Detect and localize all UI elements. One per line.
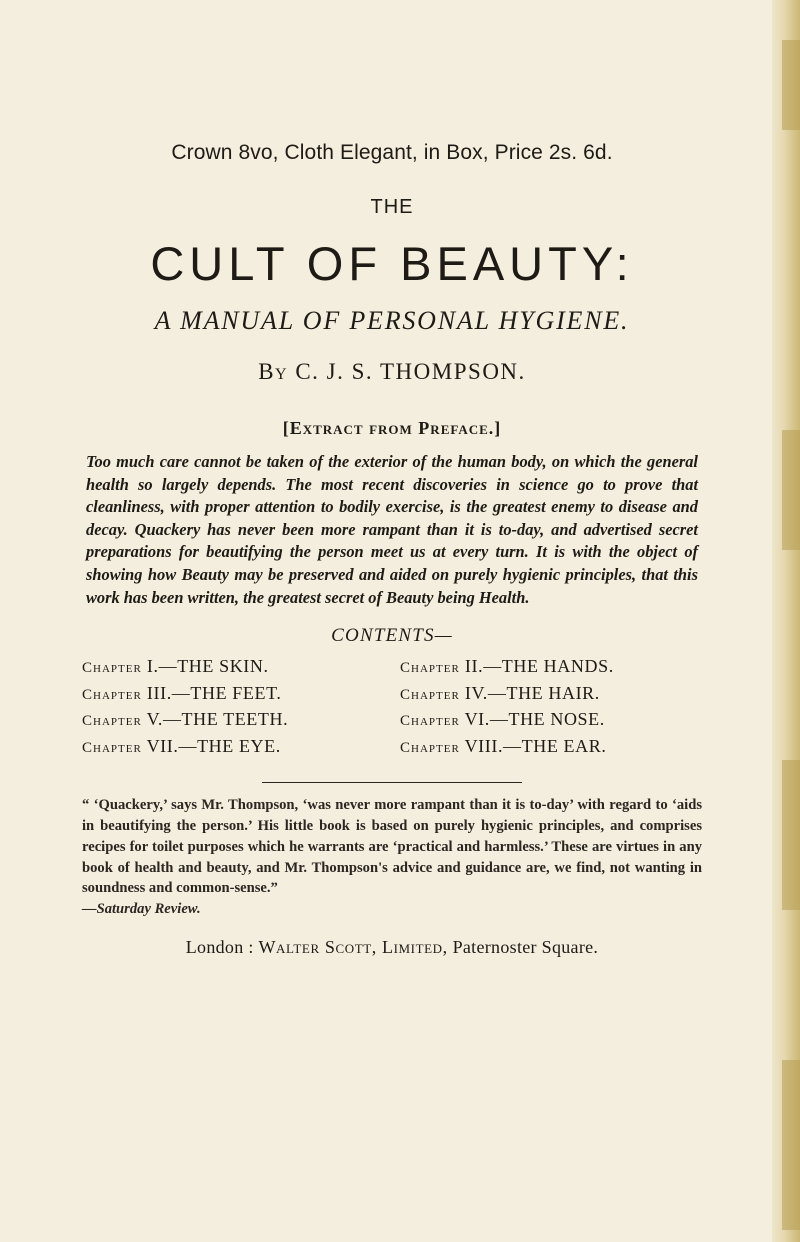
book-subtitle: A MANUAL OF PERSONAL HYGIENE.: [154, 306, 630, 335]
page-edge-stain: [782, 1060, 800, 1230]
chapter-label: Chapter: [400, 686, 460, 703]
title-the: THE: [370, 196, 414, 218]
chapter-title: I.—THE SKIN.: [146, 656, 269, 677]
chapter-item: [82, 734, 400, 761]
chapter-title: V.—THE TEETH.: [146, 709, 289, 730]
chapter-title: VI.—THE NOSE.: [464, 709, 605, 730]
chapter-title: IV.—THE HAIR.: [464, 682, 600, 703]
imprint-place: London :: [185, 936, 254, 957]
chapter-item: [400, 734, 702, 761]
chapter-item: [400, 707, 702, 734]
advertisement-page: [82, 138, 702, 960]
chapter-title: III.—THE FEET.: [146, 682, 282, 703]
chapter-item: [82, 707, 400, 734]
author-line: [82, 356, 702, 388]
chapter-list: [82, 654, 702, 760]
author-name: C. J. S. THOMPSON.: [295, 359, 526, 384]
chapter-title: VIII.—THE EAR.: [464, 735, 607, 756]
page-edge-stain: [782, 430, 800, 550]
chapter-label: Chapter: [82, 686, 142, 703]
divider-rule: [262, 782, 522, 783]
publisher-imprint: [82, 934, 702, 960]
contents-heading: CONTENTS—: [331, 625, 453, 647]
chapter-item: [82, 654, 400, 681]
review-quote: “ ‘Quackery,’ says Mr. Thompson, ‘was never more rampant than it is to-day’ with regard to ‘aids in beautifying the person.’ His little book is based on purely hygienic principles, and comprises recipes for toilet purposes which he warrants are ‘practical and harmless.’ These are virtues in any book of health and beauty, and Mr. Thompson's advice and guidance are, we find, not wanting in soundness and common-sense.”: [82, 797, 702, 897]
page-edge: [772, 0, 800, 1242]
review-source: —Saturday Review.: [82, 901, 201, 918]
imprint-address: Paternoster Square.: [452, 936, 599, 957]
extract-heading: [Extract from Preface.]: [282, 418, 502, 438]
chapter-label: Chapter: [82, 739, 142, 756]
chapter-label: Chapter: [400, 660, 460, 677]
chapter-title: II.—THE HANDS.: [464, 656, 614, 677]
chapter-label: Chapter: [400, 739, 460, 756]
page-edge-stain: [782, 760, 800, 910]
chapter-label: Chapter: [400, 713, 460, 730]
chapter-item: [400, 654, 702, 681]
book-title: CULT OF BEAUTY:: [150, 237, 634, 290]
chapter-title: VII.—THE EYE.: [146, 735, 281, 756]
imprint-publisher: Walter Scott, Limited,: [258, 936, 448, 957]
chapter-item: [400, 681, 702, 708]
page-edge-stain: [782, 40, 800, 130]
author-by: By: [258, 359, 289, 384]
chapter-label: Chapter: [82, 660, 142, 677]
edition-line: Crown 8vo, Cloth Elegant, in Box, Price 2s. 6d.: [171, 141, 613, 164]
preface-extract: Too much care cannot be taken of the exterior of the human body, on which the general health so largely depends. The most recent discoveries in science go to prove that cleanliness, with proper attention to bodily exercise, is the greatest enemy to disease and decay. Quackery has never been more rampant than it is to-day, and advertised secret preparations for beautifying the person meet us at every turn. It is with the object of showing how Beauty may be preserved and aided on purely hygienic principles, that this work has been written, the greatest secret of Beauty being Health.: [86, 452, 698, 607]
chapter-item: [82, 681, 400, 708]
chapter-label: Chapter: [82, 713, 142, 730]
